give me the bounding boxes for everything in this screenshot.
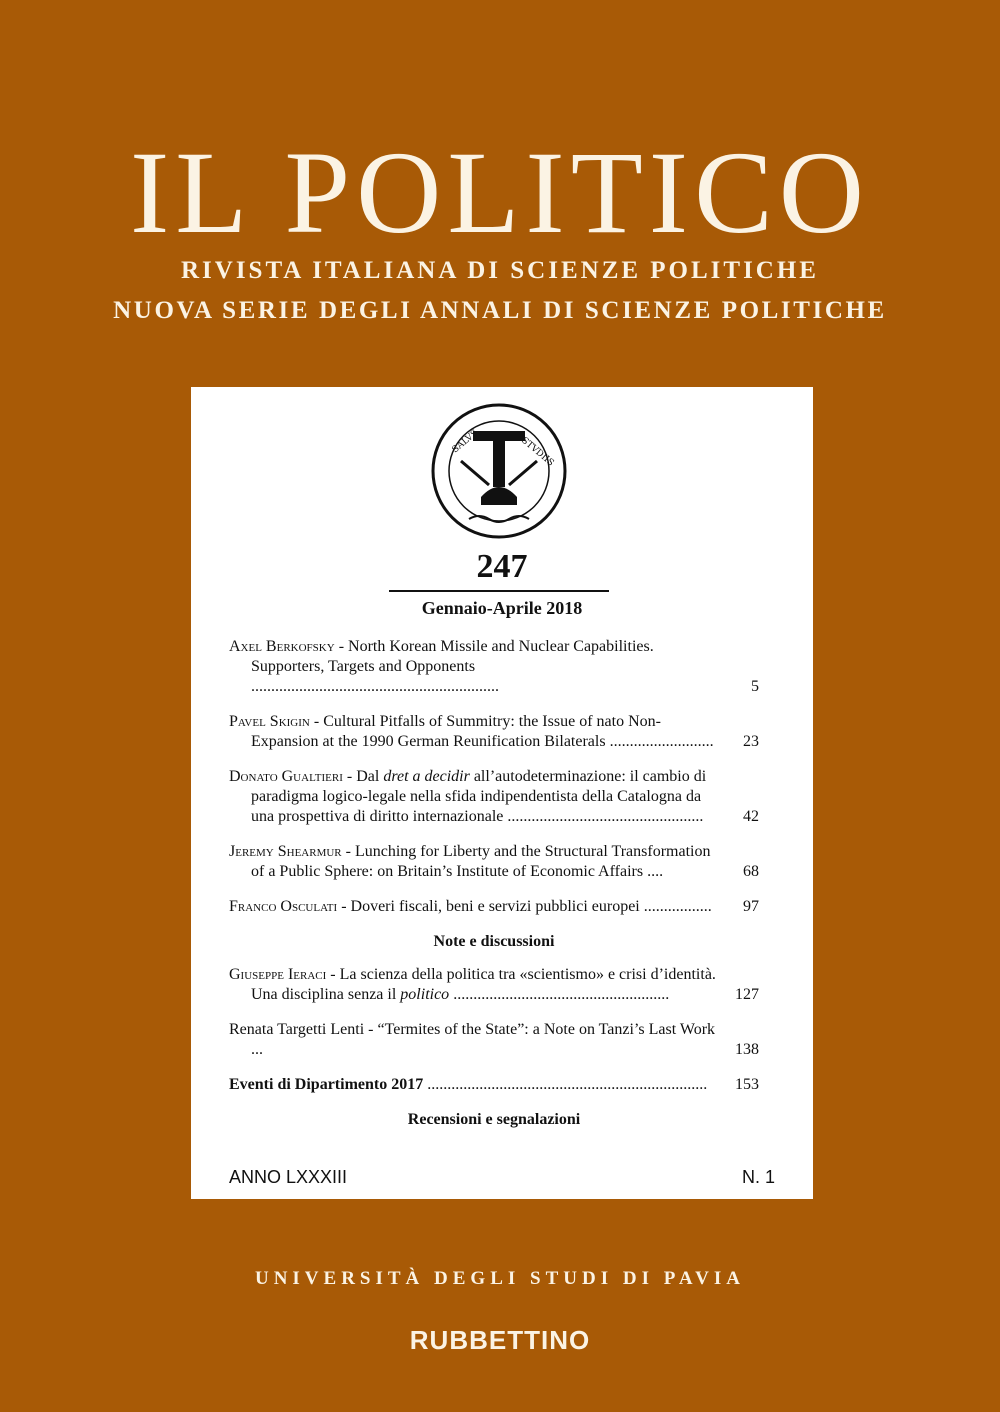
section-heading: Recensioni e segnalazioni <box>407 1111 581 1128</box>
toc-title-italic: politico <box>400 986 450 1003</box>
toc-page: 68 <box>743 863 759 880</box>
toc-author: Giuseppe Ieraci <box>229 966 327 983</box>
university-seal-icon <box>429 401 569 541</box>
toc-page: 42 <box>743 808 759 825</box>
contents-panel <box>191 387 813 1199</box>
section-heading: Note e discussioni <box>433 933 555 950</box>
journal-series: NUOVA SERIE DEGLI ANNALI DI SCIENZE POLITICHE <box>113 297 887 324</box>
toc-title: Eventi di Dipartimento 2017 <box>229 1076 424 1093</box>
toc-title-part: - Dal <box>342 768 384 785</box>
toc-title-italic: dret a decidir <box>383 768 470 785</box>
toc-entry: Giuseppe Ieraci - La scienza della politica tra «scientismo» e crisi d’identità. Una disciplina senza il politico ...................................................... 127 <box>229 966 759 1003</box>
toc-title: - North Korean Missile and Nuclear Capabilities. Supporters, Targets and Opponents <box>251 638 654 675</box>
issue-number: 247 <box>476 548 528 585</box>
toc-title: - Cultural Pitfalls of Summitry: the Issue of nato Non-Expansion at the 1990 German Reunification Bilaterals <box>251 713 661 750</box>
toc-page: 153 <box>735 1076 759 1093</box>
toc-author: Donato Gualtieri <box>229 768 343 785</box>
toc-entry: Eventi di Dipartimento 2017 ...................................................................... 153 <box>229 1076 759 1093</box>
toc-page: 97 <box>743 898 759 915</box>
toc-entry: Jeremy Shearmur - Lunching for Liberty and the Structural Transformation of a Public Sphere: on Britain’s Institute of Economic Affairs .... 68 <box>229 843 759 880</box>
divider <box>389 590 609 592</box>
toc-page: 5 <box>751 678 759 695</box>
toc-author: Axel Berkofsky <box>229 638 335 655</box>
toc-page: 23 <box>743 733 759 750</box>
journal-title: IL POLITICO <box>129 127 870 258</box>
toc-author: Franco Osculati <box>229 898 338 915</box>
toc-author: Renata Targetti Lenti <box>229 1021 365 1038</box>
journal-subtitle: RIVISTA ITALIANA DI SCIENZE POLITICHE <box>180 257 819 284</box>
svg-text:SALVS: SALVS <box>450 428 481 456</box>
toc-entry: Donato Gualtieri - Dal dret a decidir all’autodeterminazione: il cambio di paradigma logico-legale nella sfida indipendentista della Catalogna da una prospettiva di diritto internazionale ................................................. 42 <box>229 768 759 825</box>
toc-title: - “Termites of the State”: a Note on Tanzi’s Last Work <box>364 1021 716 1038</box>
toc-title: - Lunching for Liberty and the Structural Transformation of a Public Sphere: on Britain’s Institute of Economic Affairs <box>251 843 711 880</box>
toc-entry: Renata Targetti Lenti - “Termites of the State”: a Note on Tanzi’s Last Work ... 138 <box>229 1021 759 1058</box>
toc-title-part: - La scienza della politica tra «scientismo» e crisi d’identità. Una disciplina senza il <box>251 966 716 1003</box>
toc-entry: Axel Berkofsky - North Korean Missile and Nuclear Capabilities. Supporters, Targets and Opponents .............................................................. 5 <box>229 638 759 695</box>
toc-entry: Franco Osculati - Doveri fiscali, beni e servizi pubblici europei ................. 97 <box>229 898 759 915</box>
university-name: UNIVERSITÀ DEGLI STUDI DI PAVIA <box>254 1268 746 1289</box>
volume-year: ANNO LXXXIII <box>229 1167 348 1187</box>
toc-page: 138 <box>735 1041 759 1058</box>
toc-title-part: all’autodeterminazione: il cambio di paradigma logico-legale nella sfida indipendentista della Catalogna da una prospettiva di diritto internazionale <box>251 768 707 825</box>
toc-entry: Pavel Skigin - Cultural Pitfalls of Summitry: the Issue of nato Non-Expansion at the 1990 German Reunification Bilaterals .......................... 23 <box>229 713 759 750</box>
table-of-contents <box>229 637 759 1143</box>
issue-count: N. 1 <box>741 1167 775 1187</box>
toc-author: Pavel Skigin <box>229 713 310 730</box>
toc-author: Jeremy Shearmur <box>229 843 342 860</box>
issue-date: Gennaio-Aprile 2018 <box>421 598 583 618</box>
publisher-logo: RUBBETTINO <box>409 1325 591 1355</box>
toc-title: - Doveri fiscali, beni e servizi pubblici europei <box>337 898 640 915</box>
toc-page: 127 <box>735 986 759 1003</box>
svg-text:STVDIIS: STVDIIS <box>519 435 556 469</box>
